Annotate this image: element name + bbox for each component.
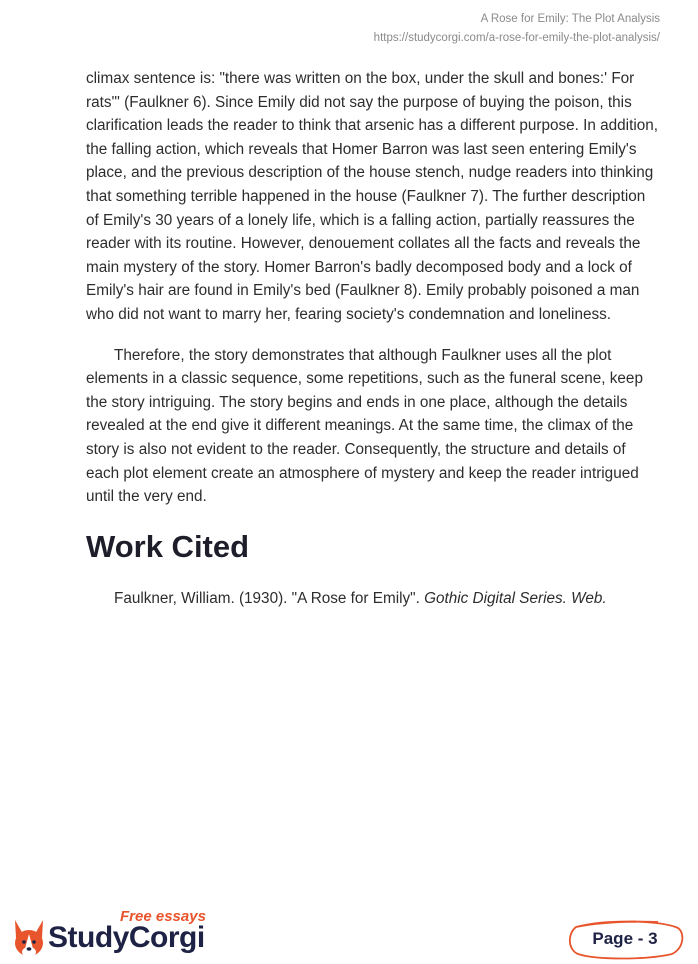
citation-italic: Gothic Digital Series. Web. [424, 589, 607, 607]
page-number: Page - 3 [592, 929, 658, 948]
citation-entry [86, 587, 661, 611]
document-title: A Rose for Emily: The Plot Analysis [480, 13, 660, 25]
page-header [374, 10, 660, 48]
work-cited-heading: Work Cited [86, 528, 250, 564]
body-paragraph-2: Therefore, the story demonstrates that although Faulkner uses all the plot elements in a classic sequence, some repetitions, such as the funeral scene, keep the story intriguing. The story begins and ends in one place, although the details revealed at the end give it different meanings. At the same time, the climax of the story is also not evident to the reader. Consequently, the structure and details of each plot element create an atmosphere of mystery and keep the reader intrigued until the very end. [86, 346, 643, 506]
brand-name: StudyCorgi [48, 921, 205, 954]
citation-main: Faulkner, William. (1930). "A Rose for Emily". [114, 589, 425, 607]
source-url[interactable]: https://studycorgi.com/a-rose-for-emily-the-plot-analysis/ [373, 32, 660, 44]
free-essays-label: Free essays [120, 908, 206, 925]
body-paragraph-1: climax sentence is: "there was written on the box, under the skull and bones:' For rats'" (Faulkner 6). Since Emily did not say the purpose of buying the poison, this clarification leads the reader to think that arsenic has a different purpose. In addition, the falling action, which reveals that Homer Barron was last seen entering Emily's place, and the previous description of the house stench, nudge readers into thinking that something terrible happened in the house (Faulkner 7). The further description of Emily's 30 years of a lonely life, which is a falling action, partially reassures the reader with its routine. However, denouement collates all the facts and reveals the main mystery of the story. Homer Barron's badly decomposed body and a lock of Emily's hair are found in Emily's bed (Faulkner 8). Emily probably poisoned a man who did not want to marry her, fearing society's condemnation and loneliness. [86, 70, 658, 323]
studycorgi-logo[interactable] [10, 906, 220, 958]
page-number-badge [566, 918, 684, 960]
corgi-icon [10, 916, 48, 960]
document-body [86, 67, 661, 610]
